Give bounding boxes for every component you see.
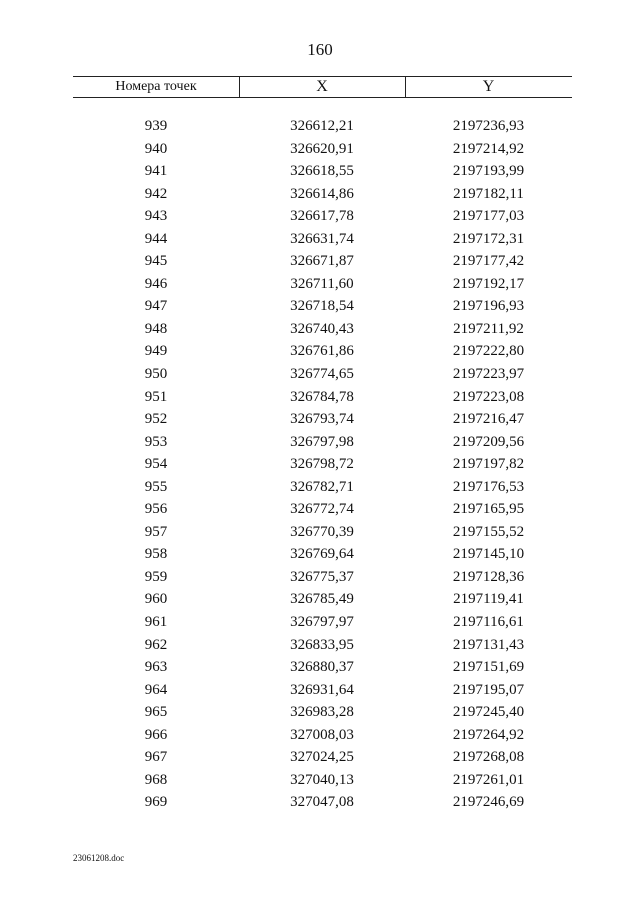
point-number-cell: 956 — [144, 501, 168, 518]
table-row — [73, 386, 572, 409]
table-row — [73, 228, 572, 251]
table-row — [73, 138, 572, 161]
table-row — [73, 521, 572, 544]
x-coordinate-cell: 326618,55 — [290, 163, 354, 180]
y-coordinate-cell: 2197268,08 — [452, 749, 525, 766]
table-row — [73, 588, 572, 611]
x-coordinate-cell: 327008,03 — [290, 726, 354, 743]
y-coordinate-cell: 2197197,82 — [452, 456, 525, 473]
x-coordinate-cell: 327040,13 — [290, 771, 354, 788]
y-coordinate-cell: 2197236,93 — [452, 118, 525, 134]
y-coordinate-cell: 2197223,08 — [452, 388, 525, 405]
table-row — [73, 656, 572, 679]
x-coordinate-cell: 326740,43 — [290, 320, 354, 337]
point-number-cell: 945 — [144, 253, 168, 270]
x-coordinate-cell: 326614,86 — [290, 185, 354, 202]
point-number-cell: 943 — [144, 208, 168, 225]
y-coordinate-cell: 2197177,03 — [452, 208, 525, 225]
x-coordinate-cell: 326761,86 — [290, 343, 354, 360]
table-row — [73, 701, 572, 724]
footer-filename: 23061208.doc — [73, 853, 125, 863]
x-coordinate-cell: 326711,60 — [290, 275, 354, 292]
y-coordinate-cell: 2197172,31 — [452, 230, 525, 247]
point-number-cell: 960 — [144, 591, 168, 608]
table-row — [73, 791, 572, 814]
x-coordinate-cell: 326797,98 — [290, 433, 354, 450]
point-number-cell: 963 — [144, 659, 168, 676]
table-row — [73, 611, 572, 634]
y-coordinate-cell: 2197128,36 — [452, 568, 525, 585]
point-number-cell: 964 — [144, 681, 168, 698]
table-row — [73, 769, 572, 792]
x-coordinate-cell: 326718,54 — [290, 298, 354, 315]
y-coordinate-cell: 2197165,95 — [452, 501, 525, 518]
point-number-cell: 962 — [144, 636, 168, 653]
table-row — [73, 634, 572, 657]
y-coordinate-cell: 2197155,52 — [452, 523, 525, 540]
table-row — [73, 453, 572, 476]
table-row — [73, 340, 572, 363]
header-y: Y — [482, 78, 495, 95]
table-row — [73, 115, 572, 138]
y-coordinate-cell: 2197182,11 — [453, 185, 524, 202]
x-coordinate-cell: 326880,37 — [290, 659, 354, 676]
table-row — [73, 566, 572, 589]
y-coordinate-cell: 2197192,17 — [452, 275, 525, 292]
x-coordinate-cell: 326793,74 — [290, 411, 354, 428]
table-header — [73, 76, 572, 98]
table-row — [73, 498, 572, 521]
point-number-cell: 953 — [144, 433, 168, 450]
point-number-cell: 967 — [144, 749, 168, 766]
header-x: X — [316, 78, 328, 95]
y-coordinate-cell: 2197177,42 — [452, 253, 525, 270]
table-row — [73, 431, 572, 454]
header-point-numbers: Номера точек — [115, 79, 197, 94]
y-coordinate-cell: 2197193,99 — [452, 163, 525, 180]
x-coordinate-cell: 326620,91 — [290, 140, 354, 157]
x-coordinate-cell: 326774,65 — [290, 366, 354, 383]
point-number-cell: 969 — [144, 794, 168, 811]
point-number-cell: 942 — [144, 185, 168, 202]
x-coordinate-cell: 326770,39 — [290, 523, 354, 540]
point-number-cell: 955 — [144, 478, 168, 495]
point-number-cell: 951 — [144, 388, 168, 405]
table-row — [73, 363, 572, 386]
table-row — [73, 408, 572, 431]
table-row — [73, 724, 572, 747]
table-row — [73, 679, 572, 702]
y-coordinate-cell: 2197176,53 — [452, 478, 525, 495]
point-number-cell: 968 — [144, 771, 168, 788]
table-row — [73, 160, 572, 183]
point-number-cell: 957 — [144, 523, 168, 540]
point-number-cell: 944 — [144, 230, 168, 247]
y-coordinate-cell: 2197216,47 — [452, 411, 525, 428]
table-row — [73, 543, 572, 566]
y-coordinate-cell: 2197223,97 — [452, 366, 525, 383]
y-coordinate-cell: 2197151,69 — [452, 659, 525, 676]
point-number-cell: 959 — [144, 568, 168, 585]
y-coordinate-cell: 2197131,43 — [452, 636, 525, 653]
point-number-cell: 949 — [144, 343, 168, 360]
coordinate-table-body — [73, 115, 572, 814]
x-coordinate-cell: 326631,74 — [290, 230, 354, 247]
table-row — [73, 295, 572, 318]
page-number: 160 — [307, 40, 333, 59]
x-coordinate-cell: 326782,71 — [290, 478, 354, 495]
y-coordinate-cell: 2197222,80 — [452, 343, 525, 360]
y-coordinate-cell: 2197145,10 — [452, 546, 525, 563]
y-coordinate-cell: 2197116,61 — [453, 614, 524, 631]
point-number-cell: 966 — [144, 726, 168, 743]
point-number-cell: 952 — [144, 411, 168, 428]
y-coordinate-cell: 2197119,41 — [453, 591, 524, 608]
point-number-cell: 948 — [144, 320, 168, 337]
y-coordinate-cell: 2197195,07 — [452, 681, 525, 698]
point-number-cell: 939 — [144, 118, 168, 134]
x-coordinate-cell: 326785,49 — [290, 591, 354, 608]
x-coordinate-cell: 327024,25 — [290, 749, 354, 766]
x-coordinate-cell: 326797,97 — [290, 614, 354, 631]
y-coordinate-cell: 2197214,92 — [452, 140, 525, 157]
y-coordinate-cell: 2197246,69 — [452, 794, 525, 811]
table-row — [73, 476, 572, 499]
x-coordinate-cell: 326931,64 — [290, 681, 354, 698]
x-coordinate-cell: 326784,78 — [290, 388, 354, 405]
point-number-cell: 954 — [144, 456, 168, 473]
x-coordinate-cell: 326775,37 — [290, 568, 354, 585]
x-coordinate-cell: 326983,28 — [290, 704, 354, 721]
table-row — [73, 205, 572, 228]
point-number-cell: 940 — [144, 140, 168, 157]
x-coordinate-cell: 326612,21 — [290, 118, 354, 134]
table-row — [73, 318, 572, 341]
point-number-cell: 961 — [144, 614, 168, 631]
y-coordinate-cell: 2197211,92 — [453, 320, 524, 337]
x-coordinate-cell: 327047,08 — [290, 794, 354, 811]
point-number-cell: 941 — [144, 163, 168, 180]
y-coordinate-cell: 2197196,93 — [452, 298, 525, 315]
point-number-cell: 958 — [144, 546, 168, 563]
table-row — [73, 183, 572, 206]
x-coordinate-cell: 326671,87 — [290, 253, 354, 270]
y-coordinate-cell: 2197245,40 — [452, 704, 525, 721]
point-number-cell: 946 — [144, 275, 168, 292]
x-coordinate-cell: 326833,95 — [290, 636, 354, 653]
table-row — [73, 250, 572, 273]
point-number-cell: 950 — [144, 366, 168, 383]
point-number-cell: 965 — [144, 704, 168, 721]
x-coordinate-cell: 326798,72 — [290, 456, 354, 473]
point-number-cell: 947 — [144, 298, 168, 315]
x-coordinate-cell: 326772,74 — [290, 501, 354, 518]
y-coordinate-cell: 2197264,92 — [452, 726, 525, 743]
y-coordinate-cell: 2197209,56 — [452, 433, 525, 450]
x-coordinate-cell: 326769,64 — [290, 546, 354, 563]
y-coordinate-cell: 2197261,01 — [452, 771, 525, 788]
x-coordinate-cell: 326617,78 — [290, 208, 354, 225]
table-row — [73, 746, 572, 769]
table-row — [73, 273, 572, 296]
